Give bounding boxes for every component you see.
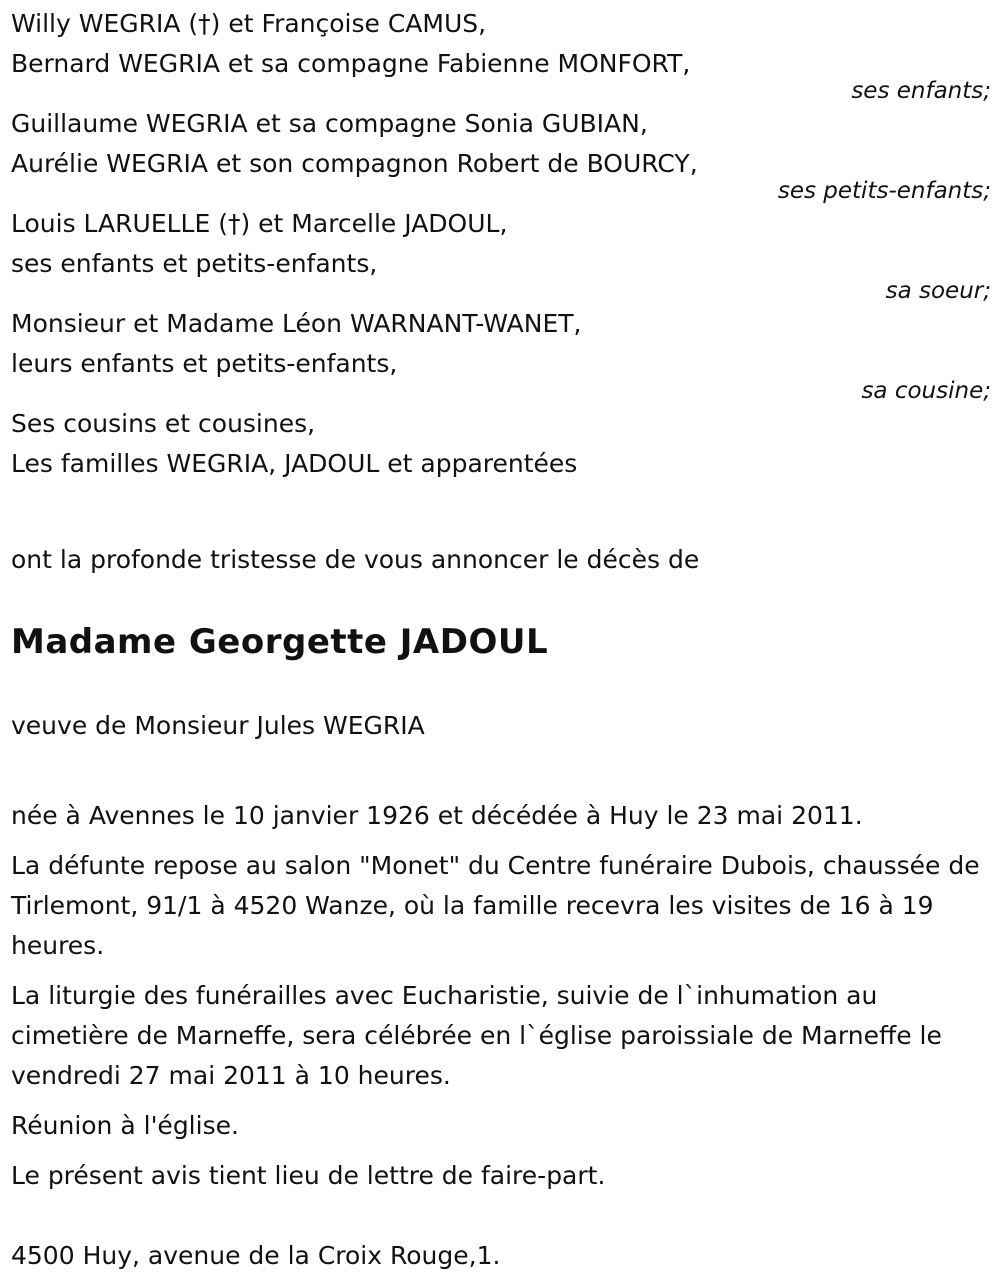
family-group-cousin (11, 304, 991, 404)
family-group-others (11, 404, 991, 484)
relation-label: sa soeur; (885, 278, 991, 304)
widow-of-text: veuve de Monsieur Jules WEGRIA (11, 711, 425, 740)
funeral-home-paragraph: La défunte repose au salon "Monet" du Centre funéraire Dubois, chaussée de Tirlemont, 91/1 à 4520 Wanze, où la famille recevra les visites de 16 à 19 heures. (11, 851, 980, 960)
family-line: Aurélie WEGRIA et son compagnon Robert de BOURCY, (11, 149, 698, 178)
address-text: 4500 Huy, avenue de la Croix Rouge,1. (11, 1241, 501, 1270)
family-line: Bernard WEGRIA et sa compagne Fabienne MONFORT, (11, 49, 691, 78)
deceased-name: Madame Georgette JADOUL (11, 622, 549, 662)
notice-paragraph: Le présent avis tient lieu de lettre de faire-part. (11, 1161, 606, 1190)
gathering-paragraph: Réunion à l'église. (11, 1111, 239, 1140)
obituary-notice (11, 4, 991, 1276)
relation-label: ses enfants; (851, 78, 991, 104)
announcement-text: ont la profonde tristesse de vous annoncer le décès de (11, 545, 700, 574)
family-line: leurs enfants et petits-enfants, (11, 349, 398, 378)
family-line: Ses cousins et cousines, (11, 409, 316, 438)
relation-label: sa cousine; (861, 378, 991, 404)
birth-death-paragraph: née à Avennes le 10 janvier 1926 et décédée à Huy le 23 mai 2011. (11, 801, 863, 830)
family-group-sister (11, 204, 991, 304)
relation-label: ses petits-enfants; (777, 178, 991, 204)
family-line: Les familles WEGRIA, JADOUL et apparentées (11, 449, 578, 478)
family-line: Willy WEGRIA (†) et Françoise CAMUS, (11, 9, 487, 38)
family-group-grandchildren (11, 104, 991, 204)
family-line: Louis LARUELLE (†) et Marcelle JADOUL, (11, 209, 508, 238)
family-line: Guillaume WEGRIA et sa compagne Sonia GUBIAN, (11, 109, 648, 138)
family-line: Monsieur et Madame Léon WARNANT-WANET, (11, 309, 582, 338)
family-group-children (11, 4, 991, 104)
family-line: ses enfants et petits-enfants, (11, 249, 378, 278)
liturgy-paragraph: La liturgie des funérailles avec Eucharistie, suivie de l`inhumation au cimetière de Marneffe, sera célébrée en l`église paroissiale de Marneffe le vendredi 27 mai 2011 à 10 heures. (11, 981, 942, 1090)
